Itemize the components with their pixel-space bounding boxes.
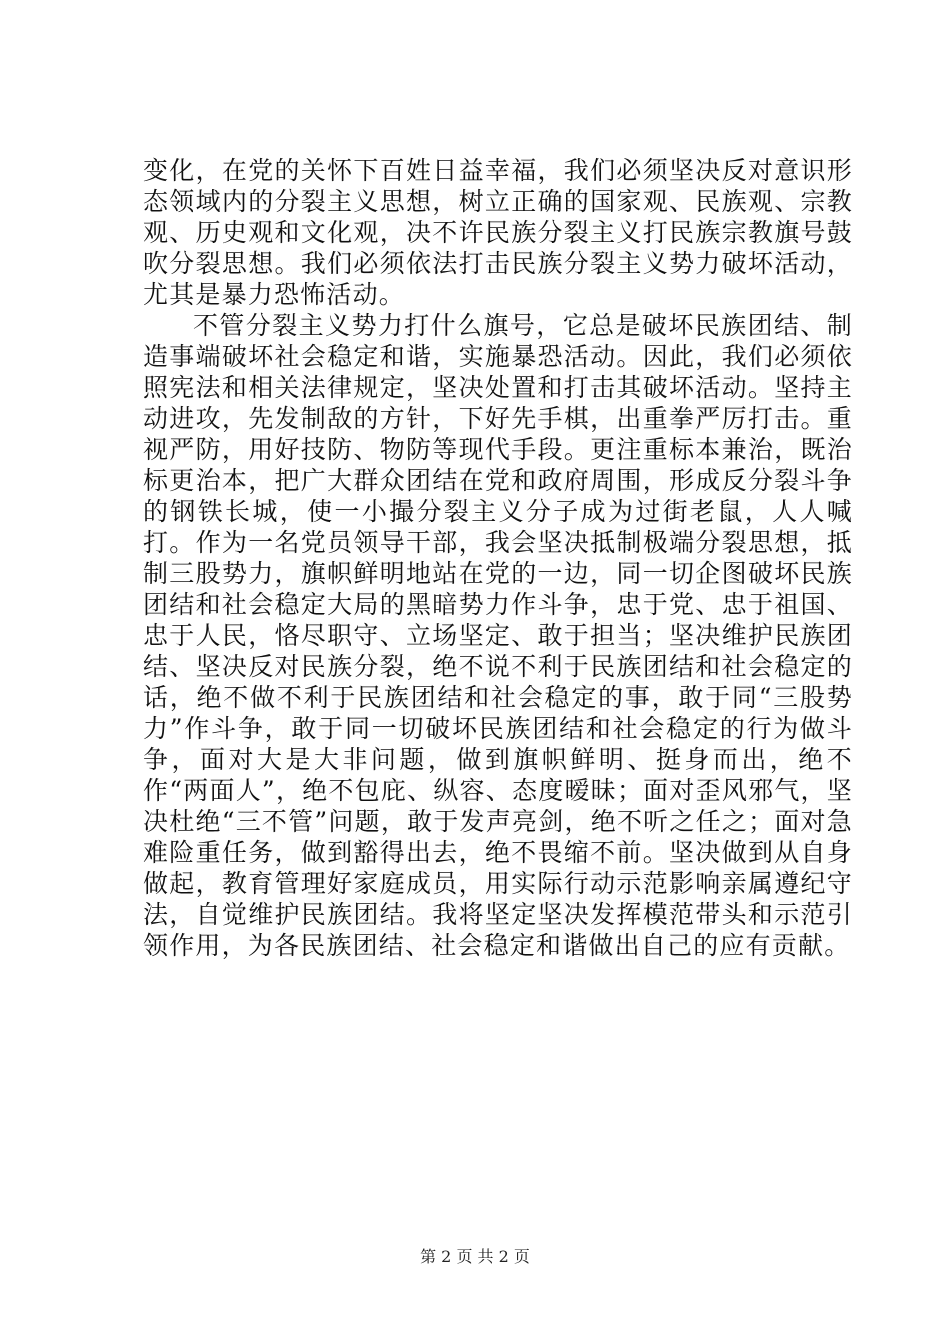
paragraph-1: 变化，在党的关怀下百姓日益幸福，我们必须坚决反对意识形态领域内的分裂主义思想，树立正确的国家观、民族观、宗教观、历史观和文化观，决不许民族分裂主义打民族宗教旗号鼓吹分裂思想。我们必须依法打击民族分裂主义势力破坏活动，尤其是暴力恐怖活动。 bbox=[143, 156, 853, 309]
document-body bbox=[143, 155, 853, 961]
page-footer: 第 2 页 共 2 页 bbox=[420, 1247, 530, 1266]
paragraph-2: 不管分裂主义势力打什么旗号，它总是破坏民族团结、制造事端破坏社会稳定和谐，实施暴恐活动。因此，我们必须依照宪法和相关法律规定，坚决处置和打击其破坏活动。坚持主动进攻，先发制敌的方针，下好先手棋，出重拳严厉打击。重视严防，用好技防、物防等现代手段。更注重标本兼治，既治标更治本，把广大群众团结在党和政府周围，形成反分裂斗争的钢铁长城，使一小撮分裂主义分子成为过街老鼠，人人喊打。作为一名党员领导干部，我会坚决抵制极端分裂思想，抵制三股势力，旗帜鲜明地站在党的一边，同一切企图破坏民族团结和社会稳定大局的黑暗势力作斗争，忠于党、忠于祖国、忠于人民，恪尽职守、立场坚定、敢于担当；坚决维护民族团结、坚决反对民族分裂，绝不说不利于民族团结和社会稳定的话，绝不做不利于民族团结和社会稳定的事，敢于同“三股势力”作斗争，敢于同一切破坏民族团结和社会稳定的行为做斗争，面对大是大非问题，做到旗帜鲜明、挺身而出，绝不作“两面人”，绝不包庇、纵容、态度暧昧；面对歪风邪气，坚决杜绝“三不管”问题，敢于发声亮剑，绝不听之任之；面对急难险重任务，做到豁得出去，绝不畏缩不前。坚决做到从自身做起，教育管理好家庭成员，用实际行动示范影响亲属遵纪守法，自觉维护民族团结。我将坚定坚决发挥模范带头和示范引领作用，为各民族团结、社会稳定和谐做出自己的应有贡献。 bbox=[143, 311, 853, 960]
